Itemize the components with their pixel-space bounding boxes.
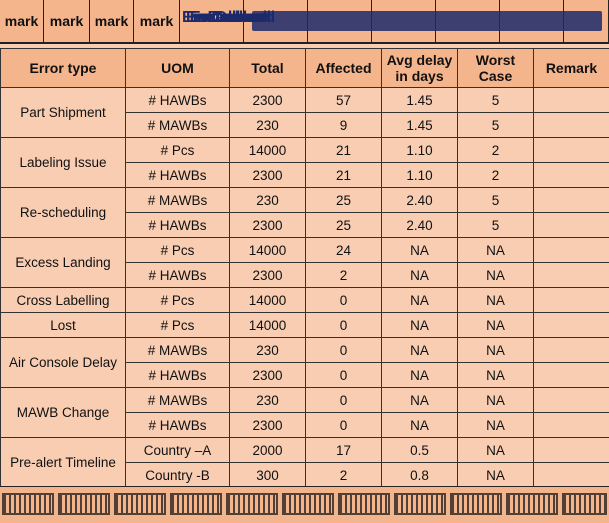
- remark-cell: [534, 188, 609, 213]
- error-type-cell: Re-scheduling: [1, 188, 126, 238]
- avg-delay-cell: 2.40: [382, 213, 458, 238]
- worst-case-cell: NA: [458, 363, 534, 388]
- table-row: [1, 338, 609, 363]
- total-cell: 14000: [230, 288, 306, 313]
- uom-cell: # MAWBs: [126, 338, 230, 363]
- error-type-cell: Lost: [1, 313, 126, 338]
- remark-cell: [534, 363, 609, 388]
- total-cell: 2300: [230, 163, 306, 188]
- uom-cell: # HAWBs: [126, 213, 230, 238]
- col-header-error-type: Error type: [1, 49, 126, 88]
- header-fragment: mark: [44, 0, 90, 42]
- remark-cell: [534, 163, 609, 188]
- avg-delay-cell: 1.10: [382, 138, 458, 163]
- avg-delay-cell: NA: [382, 413, 458, 438]
- overlapping-title-smear: [252, 11, 602, 31]
- remark-cell: [534, 113, 609, 138]
- total-cell: 230: [230, 113, 306, 138]
- avg-delay-cell: 0.8: [382, 463, 458, 488]
- error-type-cell: Excess Landing: [1, 238, 126, 288]
- affected-cell: 57: [306, 88, 382, 113]
- uom-cell: # MAWBs: [126, 388, 230, 413]
- table-row: [1, 388, 609, 413]
- avg-delay-cell: NA: [382, 263, 458, 288]
- total-cell: 2300: [230, 263, 306, 288]
- remark-cell: [534, 438, 609, 463]
- col-header-remark: Remark: [534, 49, 609, 88]
- total-cell: 14000: [230, 138, 306, 163]
- header-fragment: mark: [0, 0, 44, 42]
- total-cell: 230: [230, 188, 306, 213]
- table-row: [1, 238, 609, 263]
- uom-cell: # Pcs: [126, 288, 230, 313]
- affected-cell: 24: [306, 238, 382, 263]
- affected-cell: 0: [306, 413, 382, 438]
- avg-delay-cell: 1.10: [382, 163, 458, 188]
- col-header-uom: UOM: [126, 49, 230, 88]
- worst-case-cell: 2: [458, 163, 534, 188]
- uom-cell: # MAWBs: [126, 188, 230, 213]
- affected-cell: 21: [306, 138, 382, 163]
- remark-cell: [534, 288, 609, 313]
- total-cell: 2300: [230, 213, 306, 238]
- col-header-affected: Affected: [306, 49, 382, 88]
- table-header-row: [1, 49, 609, 88]
- garbled-cell: [506, 493, 558, 515]
- error-type-cell: Cross Labelling: [1, 288, 126, 313]
- table-row: [1, 138, 609, 163]
- worst-case-cell: 5: [458, 188, 534, 213]
- remark-cell: [534, 213, 609, 238]
- avg-delay-cell: NA: [382, 388, 458, 413]
- worst-case-cell: NA: [458, 313, 534, 338]
- garbled-cell: [226, 493, 278, 515]
- affected-cell: 0: [306, 388, 382, 413]
- worst-case-cell: NA: [458, 413, 534, 438]
- uom-cell: # HAWBs: [126, 163, 230, 188]
- worst-case-cell: NA: [458, 238, 534, 263]
- total-cell: 300: [230, 463, 306, 488]
- garbled-cell: [282, 493, 334, 515]
- avg-delay-cell: NA: [382, 338, 458, 363]
- table-row: [1, 288, 609, 313]
- garbled-cell: [58, 493, 110, 515]
- error-type-cell: Labeling Issue: [1, 138, 126, 188]
- error-type-cell: Air Console Delay: [1, 338, 126, 388]
- affected-cell: 2: [306, 263, 382, 288]
- total-cell: 2300: [230, 363, 306, 388]
- total-cell: 14000: [230, 238, 306, 263]
- uom-cell: # HAWBs: [126, 263, 230, 288]
- remark-cell: [534, 463, 609, 488]
- col-header-avg-delay: Avg delay in days: [382, 49, 458, 88]
- uom-cell: # HAWBs: [126, 363, 230, 388]
- remark-cell: [534, 263, 609, 288]
- table-row: [1, 313, 609, 338]
- garbled-cell: [114, 493, 166, 515]
- worst-case-cell: 5: [458, 113, 534, 138]
- worst-case-cell: 2: [458, 138, 534, 163]
- avg-delay-cell: 2.40: [382, 188, 458, 213]
- error-type-cell: Part Shipment: [1, 88, 126, 138]
- remark-cell: [534, 313, 609, 338]
- total-cell: 230: [230, 338, 306, 363]
- garbled-cell: [2, 493, 54, 515]
- remark-cell: [534, 238, 609, 263]
- remark-cell: [534, 388, 609, 413]
- avg-delay-cell: NA: [382, 363, 458, 388]
- garbled-cell: [394, 493, 446, 515]
- table-row: [1, 438, 609, 463]
- total-cell: 2300: [230, 413, 306, 438]
- worst-case-cell: NA: [458, 288, 534, 313]
- header-fragment: mark: [90, 0, 134, 42]
- affected-cell: 25: [306, 188, 382, 213]
- uom-cell: Country –A: [126, 438, 230, 463]
- affected-cell: 0: [306, 363, 382, 388]
- affected-cell: 25: [306, 213, 382, 238]
- worst-case-cell: NA: [458, 463, 534, 488]
- uom-cell: # Pcs: [126, 138, 230, 163]
- worst-case-cell: NA: [458, 438, 534, 463]
- avg-delay-cell: 0.5: [382, 438, 458, 463]
- top-header-strip: [0, 0, 609, 44]
- uom-cell: # Pcs: [126, 238, 230, 263]
- table-row: [1, 188, 609, 213]
- garbled-cell: [338, 493, 390, 515]
- error-type-cell: MAWB Change: [1, 388, 126, 438]
- remark-cell: [534, 138, 609, 163]
- uom-cell: Country -B: [126, 463, 230, 488]
- worst-case-cell: NA: [458, 263, 534, 288]
- avg-delay-cell: NA: [382, 313, 458, 338]
- worst-case-cell: 5: [458, 213, 534, 238]
- header-fragment: mark: [134, 0, 180, 42]
- worst-case-cell: NA: [458, 338, 534, 363]
- garbled-cell: [450, 493, 502, 515]
- total-cell: 14000: [230, 313, 306, 338]
- total-cell: 2300: [230, 88, 306, 113]
- affected-cell: 0: [306, 313, 382, 338]
- total-cell: 230: [230, 388, 306, 413]
- remark-cell: [534, 413, 609, 438]
- uom-cell: # Pcs: [126, 313, 230, 338]
- error-summary-table: [0, 48, 609, 488]
- avg-delay-cell: 1.45: [382, 88, 458, 113]
- worst-case-cell: NA: [458, 388, 534, 413]
- total-cell: 2000: [230, 438, 306, 463]
- avg-delay-cell: NA: [382, 238, 458, 263]
- table-row: [1, 88, 609, 113]
- avg-delay-cell: NA: [382, 288, 458, 313]
- worst-case-cell: 5: [458, 88, 534, 113]
- col-header-total: Total: [230, 49, 306, 88]
- affected-cell: 9: [306, 113, 382, 138]
- garbled-cell: [562, 493, 607, 515]
- affected-cell: 2: [306, 463, 382, 488]
- uom-cell: # MAWBs: [126, 113, 230, 138]
- table-body: [1, 88, 609, 488]
- remark-cell: [534, 88, 609, 113]
- garbled-cell: [170, 493, 222, 515]
- avg-delay-cell: 1.45: [382, 113, 458, 138]
- affected-cell: 17: [306, 438, 382, 463]
- bottom-glitch-strip: [0, 486, 609, 523]
- error-type-cell: Pre-alert Timeline: [1, 438, 126, 488]
- affected-cell: 0: [306, 338, 382, 363]
- affected-cell: 21: [306, 163, 382, 188]
- remark-cell: [534, 338, 609, 363]
- uom-cell: # HAWBs: [126, 413, 230, 438]
- title-fragment: Error Dashboard: [182, 9, 264, 33]
- affected-cell: 0: [306, 288, 382, 313]
- col-header-worst-case: Worst Case: [458, 49, 534, 88]
- uom-cell: # HAWBs: [126, 88, 230, 113]
